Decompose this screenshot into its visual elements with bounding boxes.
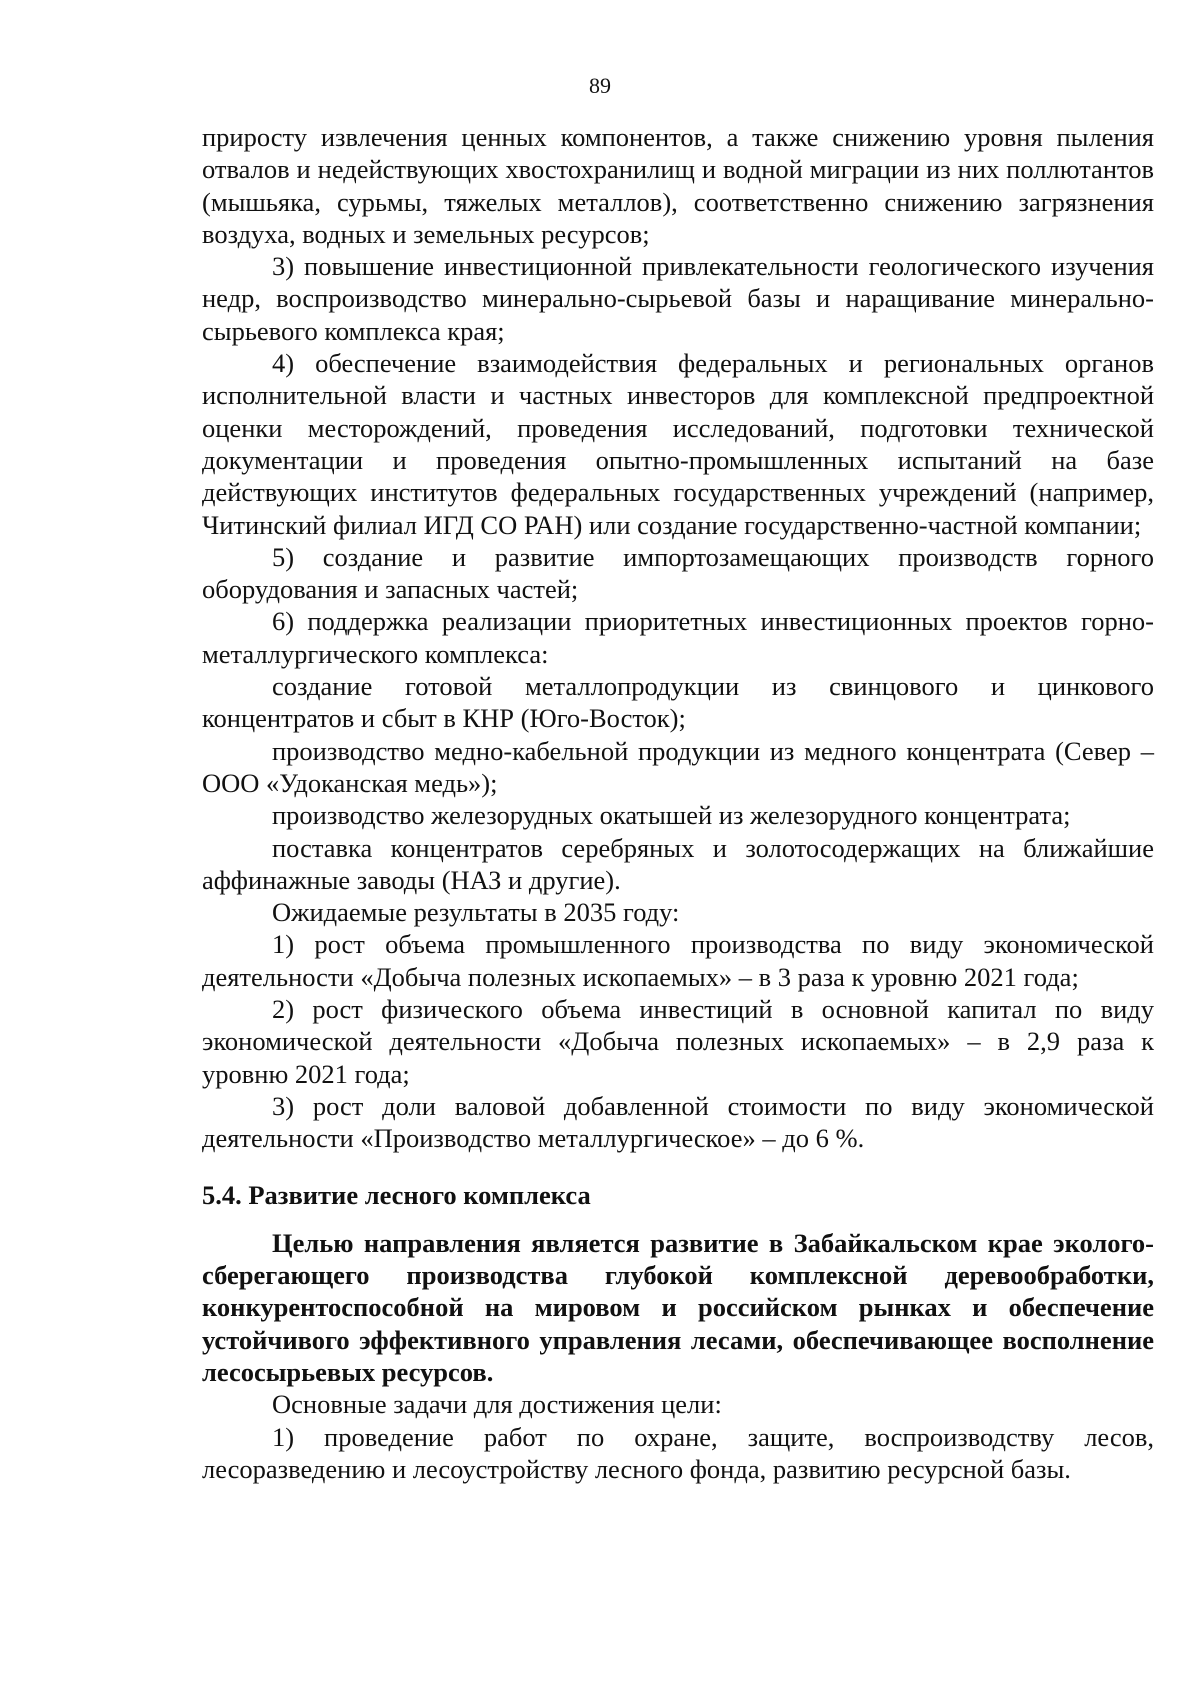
page-number: 89 — [589, 73, 611, 98]
document-body — [202, 121, 1154, 1485]
paragraph-result-1: 1) рост объема промышленного производства по виду экономической деятельности «Добыча полезных ископаемых» – в 3 раза к уровню 2021 года; — [202, 929, 1154, 992]
paragraph-project-metal: создание готовой металлопродукции из свинцового и цинкового концентратов и сбыт в КНР (Юго-Восток); — [202, 671, 1154, 734]
paragraph-item-5: 5) создание и развитие импортозамещающих производств горного оборудования и запасных частей; — [202, 541, 1154, 605]
goal-paragraph: Целью направления является развитие в Забайкальском крае эколого-сберегающего производства глубокой комплексной деревообработки, конкурентоспособной на мировом и российском рынках и обеспечение устойчивого эффективного управления лесами, обеспечивающее восполнение лесосырьевых ресурсов. — [202, 1227, 1154, 1387]
paragraph-project-concentrates: поставка концентратов серебряных и золотосодержащих на ближайшие аффинажные заводы (НАЗ и другие). — [202, 832, 1154, 895]
paragraph-result-3: 3) рост доли валовой добавленной стоимости по виду экономической деятельности «Производство металлургическое» – до 6 %. — [202, 1090, 1154, 1154]
paragraph-item-3: 3) повышение инвестиционной привлекательности геологического изучения недр, воспроизводство минерально-сырьевой базы и наращивание минерально-сырьевого комплекса края; — [202, 251, 1154, 346]
paragraph-main-tasks: Основные задачи для достижения цели: — [272, 1389, 722, 1420]
paragraph-continuation: приросту извлечения ценных компонентов, а также снижению уровня пыления отвалов и недействующих хвостохранилищ и водной миграции из них поллютантов (мышьяка, сурьмы, тяжелых металлов), соответственно снижению загрязнения воздуха, водных и земельных ресурсов; — [202, 122, 1154, 249]
paragraph-result-2: 2) рост физического объема инвестиций в основной капитал по виду экономической деятельности «Добыча полезных ископаемых» – в 2,9 раза к уровню 2021 года; — [202, 994, 1154, 1089]
paragraph-project-copper: производство медно-кабельной продукции из медного концентрата (Север – ООО «Удоканская медь»); — [202, 735, 1154, 798]
section-heading: 5.4. Развитие лесного комплекса — [202, 1179, 591, 1210]
paragraph-expected-results: Ожидаемые результаты в 2035 году: — [272, 897, 680, 928]
paragraph-project-iron: производство железорудных окатышей из железорудного концентрата; — [272, 800, 1071, 831]
paragraph-item-4: 4) обеспечение взаимодействия федеральных и региональных органов исполнительной власти и частных инвесторов для комплексной предпроектной оценки месторождений, проведения исследований, подготовки технической документации и проведения опытно-промышленных испытаний на базе действующих институтов федеральных государственных учреждений (например, Читинский филиал ИГД СО РАН) или создание государственно-частной компании; — [202, 348, 1154, 540]
paragraph-task-1: 1) проведение работ по охране, защите, воспроизводству лесов, лесоразведению и лесоустройству лесного фонда, развитию ресурсной базы. — [202, 1421, 1154, 1484]
paragraph-item-6: 6) поддержка реализации приоритетных инвестиционных проектов горно-металлургического комплекса: — [202, 606, 1154, 669]
